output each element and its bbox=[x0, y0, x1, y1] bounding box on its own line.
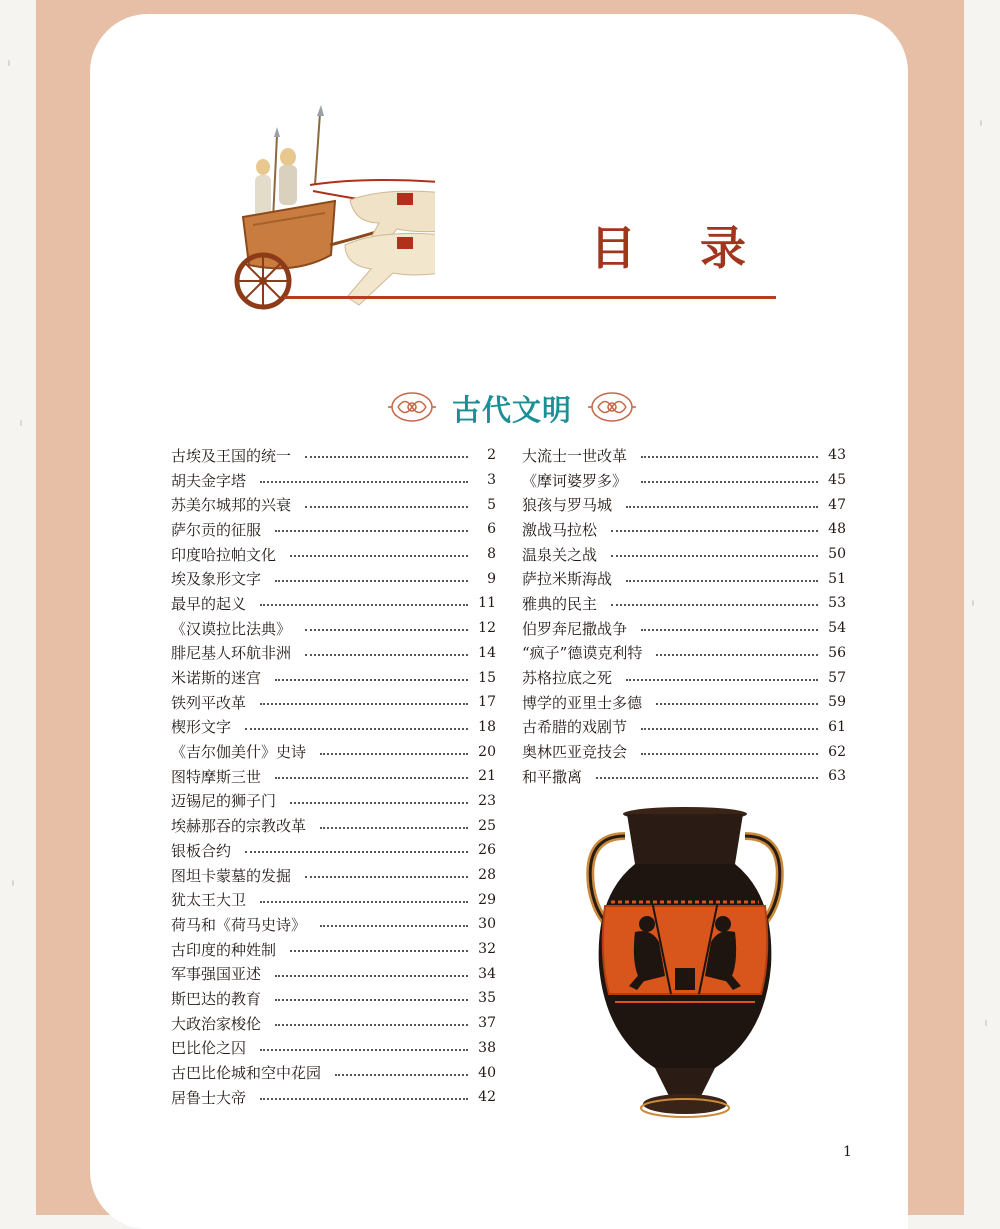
toc-entry[interactable]: 铁列平改革 17 bbox=[171, 693, 496, 712]
chariot-illustration bbox=[145, 105, 435, 320]
toc-entry[interactable]: 激战马拉松 48 bbox=[522, 520, 846, 539]
toc-entry[interactable]: 图特摩斯三世 21 bbox=[171, 767, 496, 786]
toc-entry[interactable]: 埃及象形文字 9 bbox=[171, 570, 496, 589]
toc-entry[interactable]: 雅典的民主 53 bbox=[522, 594, 846, 613]
toc-entry[interactable]: 古埃及王国的统一 2 bbox=[171, 446, 496, 465]
toc-entry[interactable]: 苏美尔城邦的兴衰 5 bbox=[171, 496, 496, 515]
toc-entry[interactable]: 温泉关之战 50 bbox=[522, 545, 846, 564]
toc-entry[interactable]: 大政治家梭伦 37 bbox=[171, 1014, 496, 1033]
toc-entry[interactable]: 胡夫金字塔 3 bbox=[171, 471, 496, 490]
toc-left-column bbox=[171, 443, 496, 1110]
toc-entry[interactable]: 萨尔贡的征服 6 bbox=[171, 520, 496, 539]
toc-entry[interactable]: 大流士一世改革 43 bbox=[522, 446, 846, 465]
toc-entry[interactable]: 斯巴达的教育 35 bbox=[171, 989, 496, 1008]
toc-entry[interactable]: 《摩诃婆罗多》 45 bbox=[522, 471, 846, 490]
toc-entry[interactable]: 博学的亚里士多德 59 bbox=[522, 693, 846, 712]
toc-entry[interactable]: 米诺斯的迷宫 15 bbox=[171, 669, 496, 688]
greek-amphora-illustration bbox=[585, 806, 785, 1124]
section-header bbox=[388, 386, 636, 428]
toc-entry[interactable]: 最早的起义 11 bbox=[171, 594, 496, 613]
toc-entry[interactable]: 奥林匹亚竞技会 62 bbox=[522, 743, 846, 762]
toc-entry[interactable]: 古希腊的戏剧节 61 bbox=[522, 718, 846, 737]
toc-entry[interactable]: 苏格拉底之死 57 bbox=[522, 669, 846, 688]
toc-entry[interactable]: 埃赫那吞的宗教改革 25 bbox=[171, 817, 496, 836]
toc-entry[interactable]: “疯子”德谟克利特 56 bbox=[522, 644, 846, 663]
toc-entry[interactable]: 巴比伦之囚 38 bbox=[171, 1039, 496, 1058]
toc-entry[interactable]: 狼孩与罗马城 47 bbox=[522, 496, 846, 515]
left-ornament-icon bbox=[388, 388, 436, 426]
section-title: 古代文明 bbox=[451, 393, 572, 427]
toc-entry[interactable]: 荷马和《荷马史诗》 30 bbox=[171, 915, 496, 934]
toc-entry[interactable]: 图坦卡蒙墓的发掘 28 bbox=[171, 866, 496, 885]
toc-entry[interactable]: 古印度的种姓制 32 bbox=[171, 940, 496, 959]
toc-entry[interactable]: 和平撒离 63 bbox=[522, 767, 846, 786]
toc-entry[interactable]: 军事强国亚述 34 bbox=[171, 965, 496, 984]
toc-entry[interactable]: 银板合约 26 bbox=[171, 841, 496, 860]
toc-entry[interactable]: 伯罗奔尼撒战争 54 bbox=[522, 619, 846, 638]
page-number: 1 bbox=[843, 1144, 852, 1160]
toc-entry[interactable]: 犹太王大卫 29 bbox=[171, 891, 496, 910]
toc-entry[interactable]: 萨拉米斯海战 51 bbox=[522, 570, 846, 589]
toc-entry[interactable]: 古巴比伦城和空中花园 40 bbox=[171, 1064, 496, 1083]
toc-entry[interactable]: 楔形文字 18 bbox=[171, 718, 496, 737]
toc-right-column bbox=[522, 443, 846, 789]
page-title: 目 录 bbox=[590, 221, 771, 275]
toc-entry[interactable]: 居鲁士大帝 42 bbox=[171, 1088, 496, 1107]
toc-entry[interactable]: 《汉谟拉比法典》 12 bbox=[171, 619, 496, 638]
right-ornament-icon bbox=[588, 388, 636, 426]
toc-entry[interactable]: 腓尼基人环航非洲 14 bbox=[171, 644, 496, 663]
title-underline bbox=[284, 296, 776, 299]
toc-entry[interactable]: 《吉尔伽美什》史诗 20 bbox=[171, 743, 496, 762]
toc-entry[interactable]: 印度哈拉帕文化 8 bbox=[171, 545, 496, 564]
toc-entry[interactable]: 迈锡尼的狮子门 23 bbox=[171, 792, 496, 811]
